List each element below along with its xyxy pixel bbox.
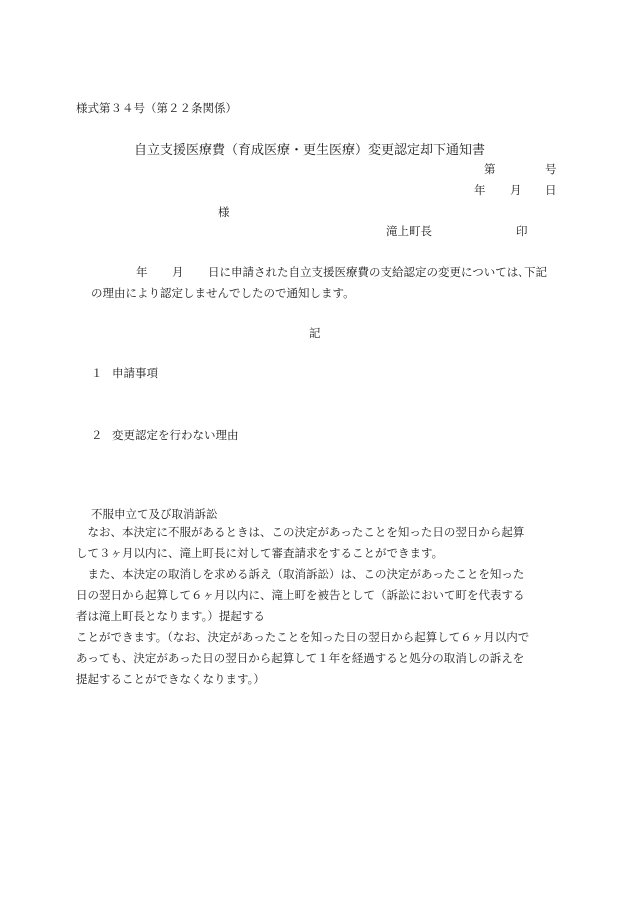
appeal-para-2 (76, 564, 529, 690)
ki-marker: 記 (309, 326, 321, 340)
appeal-para-2-line: また、本決定の取消しを求める訴え（取消訴訟）は、この決定があったことを知った (76, 567, 525, 581)
appeal-para-2-line: あっても、決定があった日の翌日から起算して１年を経過すると処分の取消しの訴えを (76, 651, 525, 665)
doc-number-prefix: 第 (484, 162, 496, 176)
appeal-para-2-line: ことができます。（なお、決定があったことを知った日の翌日から起算して６ヶ月以内で (76, 630, 530, 644)
item-2-number: ２ (91, 428, 103, 442)
item-1-number: １ (91, 366, 103, 380)
date-day: 日 (545, 183, 557, 197)
appeal-heading: 不服申立て及び取消訴訟 (91, 507, 218, 521)
form-label: 様式第３４号（第２２条関係） (76, 101, 237, 115)
appeal-para-2-line: 者は滝上町長となります。）提起する (76, 609, 265, 623)
date-month: 月 (510, 183, 522, 197)
intro-month: 月 (172, 265, 184, 279)
intro-year: 年 (136, 265, 148, 279)
item-2-label: 変更認定を行わない理由 (112, 428, 239, 442)
sender-seal: 印 (516, 224, 528, 238)
appeal-para-2-line: 日の翌日から起算して６ヶ月以内に、滝上町を被告として（訴訟において町を代表する (76, 588, 525, 602)
intro-line1: 日に申請された自立支援医療費の支給認定の変更については､下記 (208, 265, 548, 279)
intro-line2: の理由により認定しませんでしたので通知します。 (91, 286, 355, 300)
appeal-para-1-line: して３ヶ月以内に、滝上町長に対して審査請求をすることができます。 (76, 546, 444, 560)
addressee-suffix: 様 (218, 205, 230, 219)
appeal-para-1 (76, 522, 524, 564)
item-1-label: 申請事項 (112, 366, 158, 380)
date-year: 年 (474, 183, 486, 197)
doc-number-suffix: 号 (545, 162, 557, 176)
appeal-para-1-line: なお、本決定に不服があるときは、この決定があったことを知った日の翌日から起算 (76, 525, 525, 539)
sender-name: 滝上町長 (386, 224, 432, 238)
document-title: 自立支援医療費（育成医療・更生医療）変更認定却下通知書 (134, 143, 486, 158)
appeal-para-2-line: 提起することができなくなります。） (76, 672, 265, 686)
